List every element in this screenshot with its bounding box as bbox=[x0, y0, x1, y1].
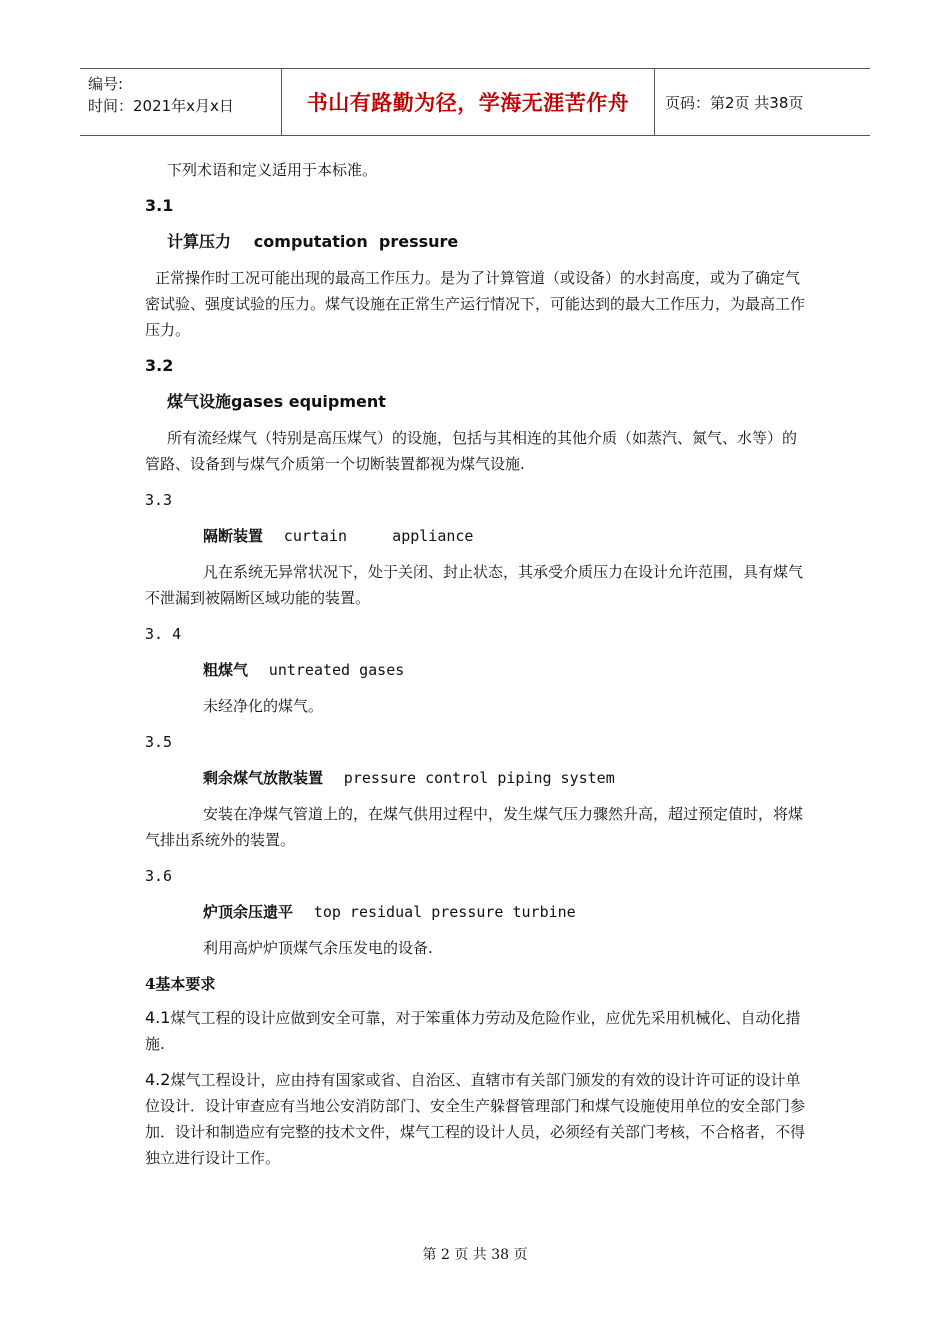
term-cn: 计算压力 bbox=[167, 232, 232, 251]
section-3-4-definition: 未经净化的煤气。 bbox=[203, 697, 324, 715]
term-en: gases equipment bbox=[231, 392, 386, 411]
section-3-3-term bbox=[145, 523, 810, 549]
section-3-1-term bbox=[145, 229, 810, 255]
term-cn: 剩余煤气放散装置 bbox=[203, 769, 324, 787]
page-header bbox=[80, 68, 870, 136]
document-date: 时间：2021年x月x日 bbox=[88, 97, 234, 115]
header-motto: 书山有路勤为径，学海无涯苦作舟 bbox=[306, 90, 630, 115]
section-3-2-term bbox=[145, 389, 810, 415]
clause-text: 煤气工程的设计应做到安全可靠，对于笨重体力劳动及危险作业，应优先采用机械化、自动化措施. bbox=[145, 1009, 801, 1053]
section-3-5-number: 3.5 bbox=[145, 733, 173, 751]
term-cn: 粗煤气 bbox=[203, 661, 249, 679]
section-3-6-term bbox=[145, 899, 810, 925]
section-4-heading: 4基本要求 bbox=[145, 975, 216, 993]
section-3-1-number: 3.1 bbox=[145, 196, 174, 215]
term-en: computation pressure bbox=[253, 232, 459, 251]
header-motto-cell bbox=[282, 69, 655, 135]
section-3-3-number: 3.3 bbox=[145, 491, 173, 509]
term-en: top residual pressure turbine bbox=[313, 903, 576, 921]
term-cn: 炉顶余压遗平 bbox=[203, 903, 294, 921]
document-number-label: 编号: bbox=[88, 75, 124, 93]
header-left-cell bbox=[80, 69, 282, 135]
section-3-4-number: 3. 4 bbox=[145, 625, 182, 643]
clause-number: 4.1 bbox=[145, 1008, 171, 1027]
section-4-1-paragraph bbox=[145, 1005, 810, 1057]
section-3-2-number: 3.2 bbox=[145, 356, 174, 375]
intro-paragraph: 下列术语和定义适用于本标准。 bbox=[167, 161, 378, 179]
term-en: pressure control piping system bbox=[343, 769, 615, 787]
page-footer: 第 2 页 共 38 页 bbox=[422, 1247, 528, 1263]
section-3-5-term bbox=[145, 765, 810, 791]
term-en: curtain appliance bbox=[283, 527, 474, 545]
section-3-3-definition: 凡在系统无异常状况下，处于关闭、封止状态，其承受介质压力在设计允许范围，具有煤气不泄漏到被隔断区域功能的装置。 bbox=[145, 563, 804, 607]
header-page-cell bbox=[655, 69, 870, 135]
section-3-2-definition: 所有流经煤气（特别是高压煤气）的设施，包括与其相连的其他介质（如蒸汽、氮气、水等）的管路、设备到与煤气介质第一个切断装置都视为煤气设施. bbox=[145, 429, 798, 473]
section-3-5-definition: 安装在净煤气管道上的，在煤气供用过程中，发生煤气压力骤然升高，超过预定值时，将煤气排出系统外的装置。 bbox=[145, 805, 804, 849]
section-3-1-definition: 正常操作时工况可能出现的最高工作压力。是为了计算管道（或设备）的水封高度，或为了确定气密试验、强度试验的压力。煤气设施在正常生产运行情况下，可能达到的最大工作压力，为最高工作压力。 bbox=[145, 269, 806, 339]
term-cn: 煤气设施 bbox=[167, 392, 232, 411]
term-cn: 隔断装置 bbox=[203, 527, 264, 545]
section-3-6-definition: 利用高炉炉顶煤气余压发电的设备. bbox=[203, 939, 433, 957]
header-page-info: 页码：第2页 共38页 bbox=[665, 93, 804, 112]
section-3-4-term bbox=[145, 657, 810, 683]
document-body bbox=[145, 150, 810, 1171]
clause-text: 煤气工程设计，应由持有国家或省、自治区、直辖市有关部门颁发的有效的设计许可证的设计单位设计．设计审查应有当地公安消防部门、安全生产躲督管理部门和煤气设施使用单位的安全部门参加．设计和制造应有完整的技术文件，煤气工程的设计人员，必须经有关部门考核，不合格者，不得独立进行设计工作。 bbox=[145, 1071, 806, 1167]
term-en: untreated gases bbox=[268, 661, 405, 679]
clause-number: 4.2 bbox=[145, 1070, 171, 1089]
section-4-2-paragraph bbox=[145, 1067, 810, 1171]
section-3-6-number: 3.6 bbox=[145, 867, 173, 885]
